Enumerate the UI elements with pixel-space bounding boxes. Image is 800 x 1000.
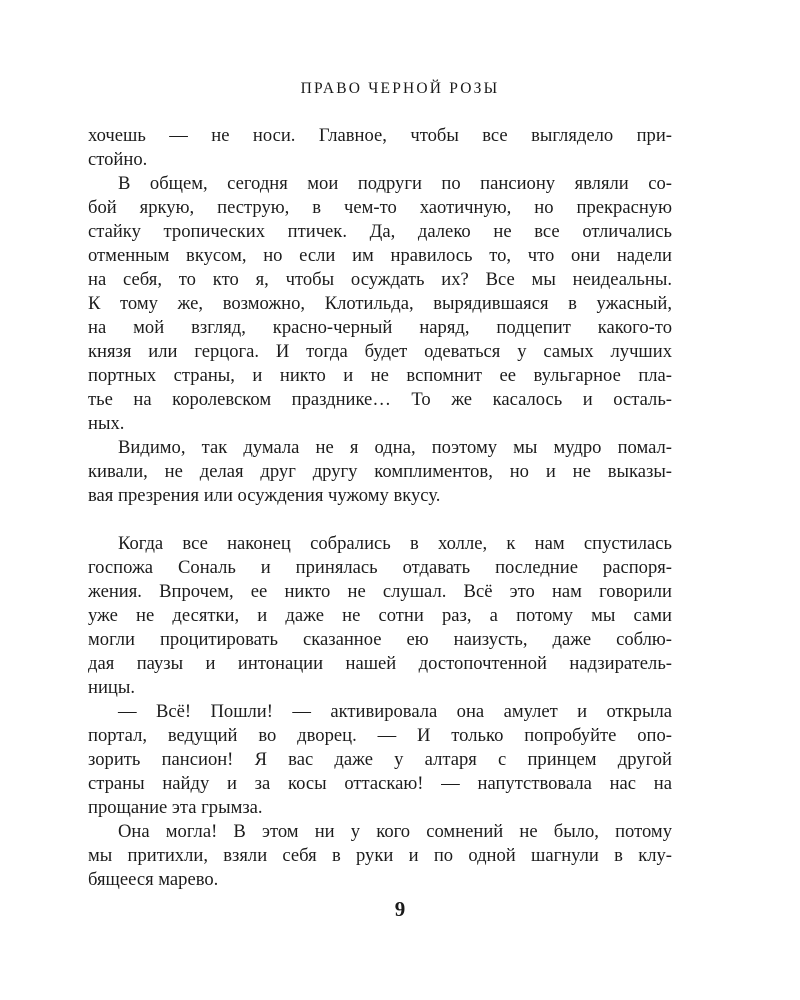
text-line: отменным вкусом, но если им нравилось то, что они надели bbox=[88, 245, 672, 266]
text-line: прощание эта грымза. bbox=[88, 797, 263, 818]
text-line: стойно. bbox=[88, 149, 148, 170]
paragraph bbox=[88, 820, 672, 892]
text-line: портал, ведущий во дворец. — И только попробуйте опо- bbox=[88, 725, 672, 746]
text-line: уже не десятки, и даже не сотни раз, а потому мы сами bbox=[88, 605, 672, 626]
paragraph bbox=[88, 172, 672, 436]
text-line: дая паузы и интонации нашей достопочтенной надзиратель- bbox=[88, 653, 672, 674]
running-head: ПРАВО ЧЕРНОЙ РОЗЫ bbox=[300, 80, 500, 97]
paragraph bbox=[88, 700, 672, 820]
text-line: Когда все наконец собрались в холле, к нам спустилась bbox=[118, 533, 672, 554]
text-line: на себя, то кто я, чтобы осуждать их? Все мы неидеальны. bbox=[88, 269, 672, 290]
paragraph bbox=[88, 436, 672, 508]
text-line: вая презрения или осуждения чужому вкусу. bbox=[88, 485, 441, 506]
body-text bbox=[88, 124, 672, 892]
text-line: могли процитировать сказанное ею наизусть, даже соблю- bbox=[88, 629, 672, 650]
text-line: ницы. bbox=[88, 677, 135, 698]
text-line: К тому же, возможно, Клотильда, вырядившаяся в ужасный, bbox=[88, 293, 672, 314]
text-line: тье на королевском празднике… То же касалось и осталь- bbox=[88, 389, 672, 410]
text-line: князя или герцога. И тогда будет одеваться у самых лучших bbox=[88, 341, 672, 362]
text-line: Она могла! В этом ни у кого сомнений не было, потому bbox=[118, 821, 672, 842]
text-line: В общем, сегодня мои подруги по пансиону являли со- bbox=[118, 173, 672, 194]
section-break bbox=[88, 508, 672, 532]
text-line: ных. bbox=[88, 413, 125, 434]
text-line: портных страны, и никто и не вспомнит ее вульгарное пла- bbox=[88, 365, 672, 386]
text-line: бой яркую, пеструю, в чем-то хаотичную, но прекрасную bbox=[88, 197, 672, 218]
text-line: хочешь — не носи. Главное, чтобы все выглядело при- bbox=[88, 125, 672, 146]
text-line: страны найду и за косы оттаскаю! — напутствовала нас на bbox=[88, 773, 672, 794]
text-line: — Всё! Пошли! — активировала она амулет и открыла bbox=[118, 701, 672, 722]
text-line: зорить пансион! Я вас даже у алтаря с принцем другой bbox=[88, 749, 672, 770]
text-line: жения. Впрочем, ее никто не слушал. Всё это нам говорили bbox=[88, 581, 672, 602]
text-line: госпожа Сональ и принялась отдавать последние распоря- bbox=[88, 557, 672, 578]
paragraph bbox=[88, 532, 672, 700]
text-line: бящееся марево. bbox=[88, 869, 219, 890]
text-line: мы притихли, взяли себя в руки и по одной шагнули в клу- bbox=[88, 845, 672, 866]
text-line: на мой взгляд, красно-черный наряд, подцепит какого-то bbox=[88, 317, 672, 338]
paragraph bbox=[88, 124, 672, 172]
text-line: стайку тропических птичек. Да, далеко не все отличались bbox=[88, 221, 672, 242]
page-number: 9 bbox=[394, 897, 406, 921]
text-line: Видимо, так думала не я одна, поэтому мы мудро помал- bbox=[118, 437, 672, 458]
text-line: кивали, не делая друг другу комплиментов, но и не выказы- bbox=[88, 461, 672, 482]
